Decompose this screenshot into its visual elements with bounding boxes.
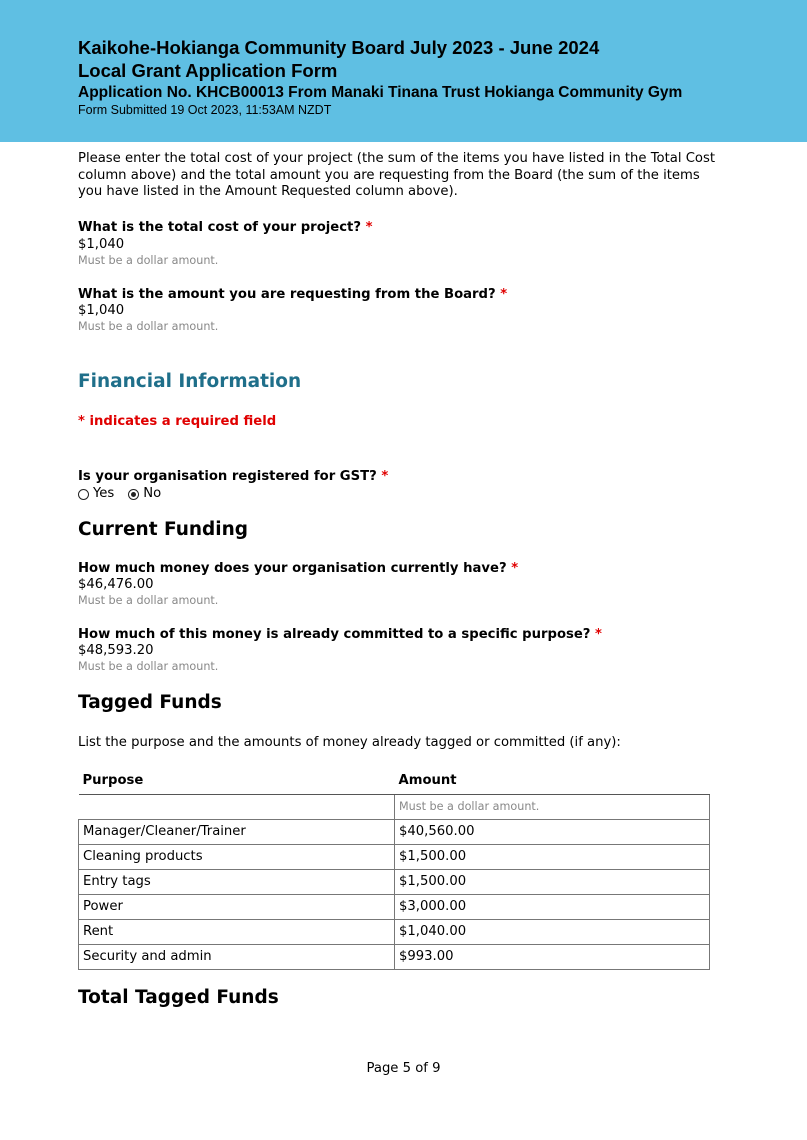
- amount-cell: $993.00: [395, 944, 710, 969]
- table-row: [79, 844, 710, 869]
- required-marker: *: [365, 220, 373, 235]
- amount-cell: $1,040.00: [395, 919, 710, 944]
- total-cost-value: $1,040: [78, 237, 125, 252]
- money-have-hint: Must be a dollar amount.: [78, 594, 219, 607]
- amount-cell: $1,500.00: [395, 844, 710, 869]
- money-committed-hint: Must be a dollar amount.: [78, 660, 219, 673]
- required-field-note: * indicates a required field: [78, 414, 277, 429]
- purpose-column-header: Purpose: [79, 770, 395, 794]
- form-title: Local Grant Application Form: [78, 60, 338, 81]
- submitted-timestamp: Form Submitted 19 Oct 2023, 11:53AM NZDT: [78, 103, 332, 117]
- table-row: [79, 869, 710, 894]
- money-have-value: $46,476.00: [78, 577, 154, 592]
- required-marker: *: [595, 627, 602, 642]
- purpose-cell: Manager/Cleaner/Trainer: [79, 819, 395, 844]
- amount-requested-hint: Must be a dollar amount.: [78, 320, 219, 333]
- financial-information-heading: Financial Information: [78, 371, 302, 392]
- required-marker: *: [381, 469, 389, 484]
- amount-hint: Must be a dollar amount.: [395, 794, 710, 819]
- tagged-funds-heading: Tagged Funds: [78, 692, 222, 713]
- amount-cell: $40,560.00: [395, 819, 710, 844]
- table-cell: [79, 794, 395, 819]
- intro-text: Please enter the total cost of your project (the sum of the items you have listed in the Total Cost column above) and the total amount you are requesting from the Board (the sum of the items you have listed in the Amount Requested column above).: [78, 151, 716, 199]
- current-funding-heading: Current Funding: [78, 519, 249, 540]
- required-marker: *: [500, 287, 508, 302]
- gst-yes-radio[interactable]: [78, 489, 89, 500]
- total-tagged-funds-heading: Total Tagged Funds: [78, 987, 279, 1008]
- amount-requested-question: What is the amount you are requesting from the Board? *: [78, 287, 508, 302]
- table-row: [79, 819, 710, 844]
- money-have-question: How much money does your organisation currently have? *: [78, 561, 519, 576]
- amount-column-header: Amount: [395, 770, 710, 794]
- gst-no-radio[interactable]: [128, 489, 139, 500]
- purpose-cell: Power: [79, 894, 395, 919]
- table-row: [79, 944, 710, 969]
- gst-no-label: No: [143, 486, 162, 501]
- total-cost-hint: Must be a dollar amount.: [78, 254, 219, 267]
- table-row: [79, 894, 710, 919]
- tagged-funds-table: [78, 770, 710, 970]
- gst-question: Is your organisation registered for GST? *: [78, 469, 389, 484]
- amount-cell: $1,500.00: [395, 869, 710, 894]
- purpose-cell: Entry tags: [79, 869, 395, 894]
- tagged-funds-note: List the purpose and the amounts of money already tagged or committed (if any):: [78, 735, 621, 750]
- application-number: Application No. KHCB00013 From Manaki Tinana Trust Hokianga Community Gym: [78, 84, 683, 101]
- money-committed-value: $48,593.20: [78, 643, 154, 658]
- gst-radio-group: [78, 486, 171, 501]
- purpose-cell: Cleaning products: [79, 844, 395, 869]
- table-header-row: [79, 770, 710, 794]
- money-committed-question: How much of this money is already committed to a specific purpose? *: [78, 627, 602, 642]
- amount-cell: $3,000.00: [395, 894, 710, 919]
- board-title: Kaikohe-Hokianga Community Board July 2023 - June 2024: [78, 37, 600, 58]
- required-marker: *: [511, 561, 519, 576]
- table-row: [79, 919, 710, 944]
- purpose-cell: Rent: [79, 919, 395, 944]
- table-hint-row: [79, 794, 710, 819]
- page-number: Page 5 of 9: [366, 1061, 441, 1076]
- form-header: [0, 0, 807, 142]
- amount-requested-value: $1,040: [78, 303, 125, 318]
- purpose-cell: Security and admin: [79, 944, 395, 969]
- gst-yes-label: Yes: [93, 486, 115, 501]
- total-cost-question: What is the total cost of your project? *: [78, 220, 373, 235]
